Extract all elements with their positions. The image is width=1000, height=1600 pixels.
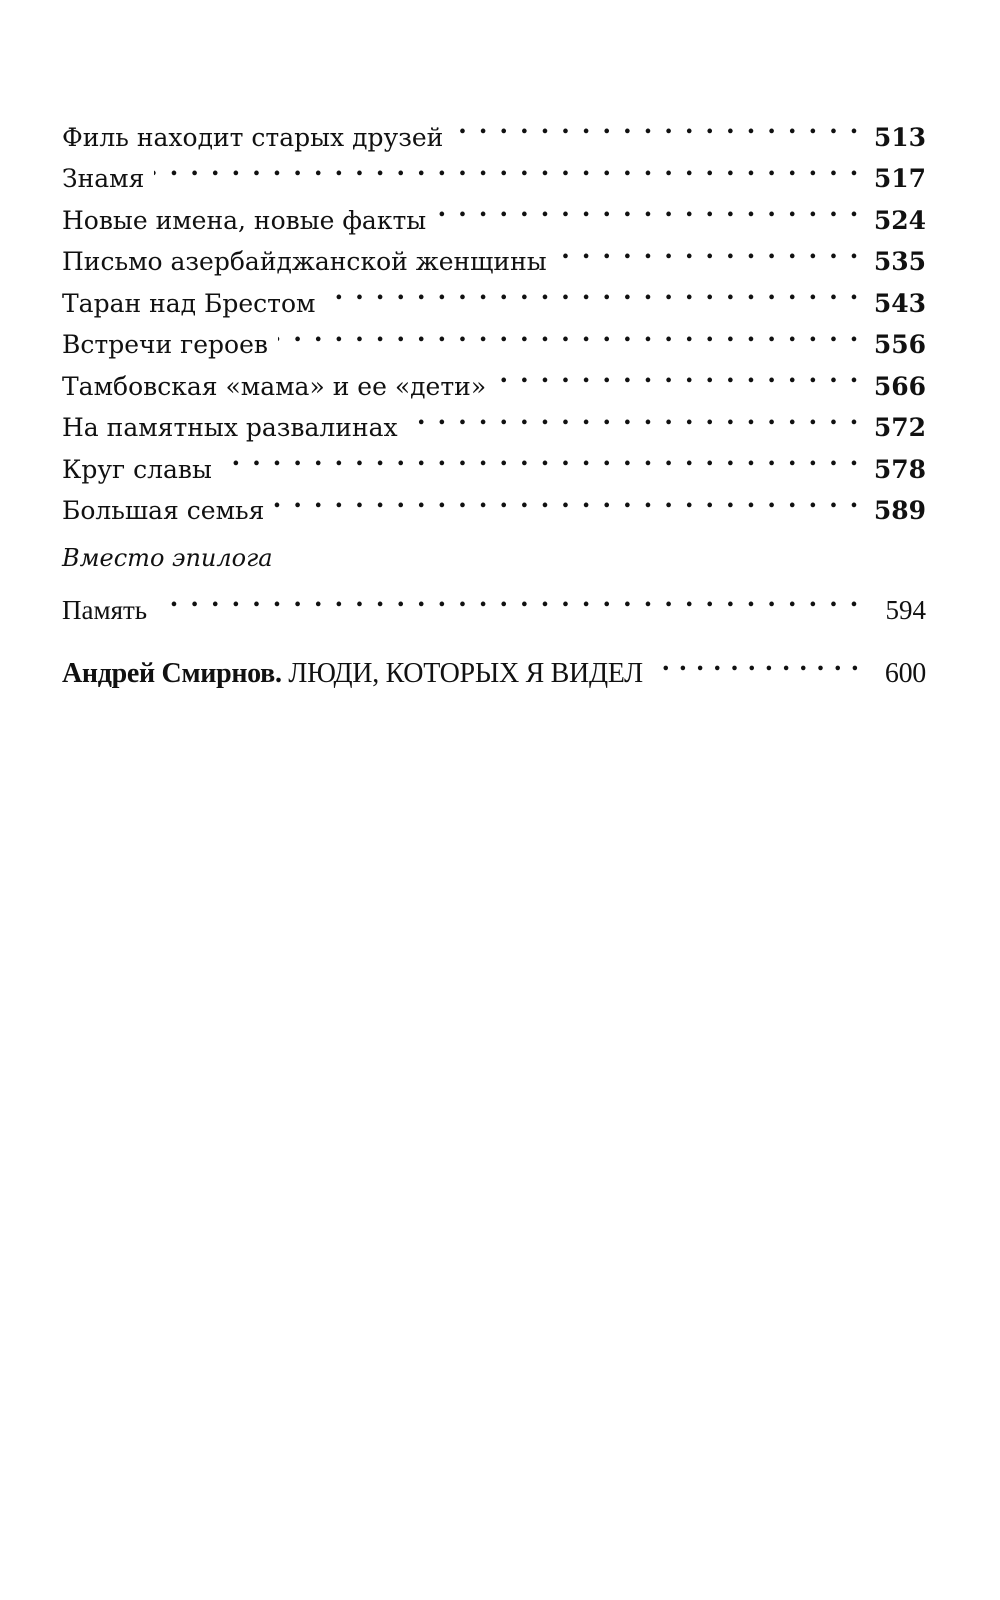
entry-page-number: 589 [873,496,926,525]
entry-page-number: 524 [873,205,926,235]
section-heading-epilogue: Вместо эпилога [62,544,273,572]
entry-title [62,653,651,695]
dot-leader [222,436,860,478]
entry-page-number: 600 [884,658,926,689]
dot-leader [651,641,860,683]
entry-title: Встречи героев [62,330,268,359]
entry-title: Память [62,594,148,625]
entry-title: На памятных развалинах [62,413,398,442]
dot-leader [557,229,860,271]
toc-entry[interactable] [62,187,926,235]
entry-title: Круг славы [62,454,212,484]
entry-page-number: 535 [873,247,926,276]
entry-page-number: 556 [873,330,926,359]
table-of-contents [62,104,926,689]
toc-entry[interactable] [62,146,926,193]
entry-title: Филь находит старых друзей [62,122,444,152]
entry-page-number: 594 [885,594,926,625]
entry-title: Тамбовская «мама» и ее «дети» [62,371,487,401]
appendix-title: ЛЮДИ, КОТОРЫХ Я ВИДЕЛ [288,658,643,689]
toc-entry[interactable] [62,104,926,152]
author-name: Андрей Смирнов. [62,658,282,689]
entry-page-number: 578 [873,454,926,484]
entry-title: Новые имена, новые факты [62,205,427,235]
dot-leader [274,478,860,520]
dot-leader [453,104,860,146]
entry-page-number: 572 [873,413,926,442]
entry-title: Письмо азербайджанской женщины [62,247,547,276]
dot-leader [436,187,860,229]
entry-page-number: 566 [873,371,926,401]
entry-page-number: 517 [873,164,926,193]
entry-title: Знамя [62,164,145,193]
toc-entry[interactable] [62,577,926,625]
dot-leader [157,577,860,619]
dot-leader [408,395,860,437]
entry-page-number: 543 [873,288,926,318]
dot-leader [496,353,860,395]
entry-page-number: 513 [873,122,926,152]
dot-leader [278,312,860,354]
dot-leader [326,270,860,312]
entry-title: Таран над Брестом [62,288,316,318]
dot-leader [154,146,860,188]
entry-title: Большая семья [62,496,265,525]
toc-entry-appendix[interactable] [62,641,926,689]
